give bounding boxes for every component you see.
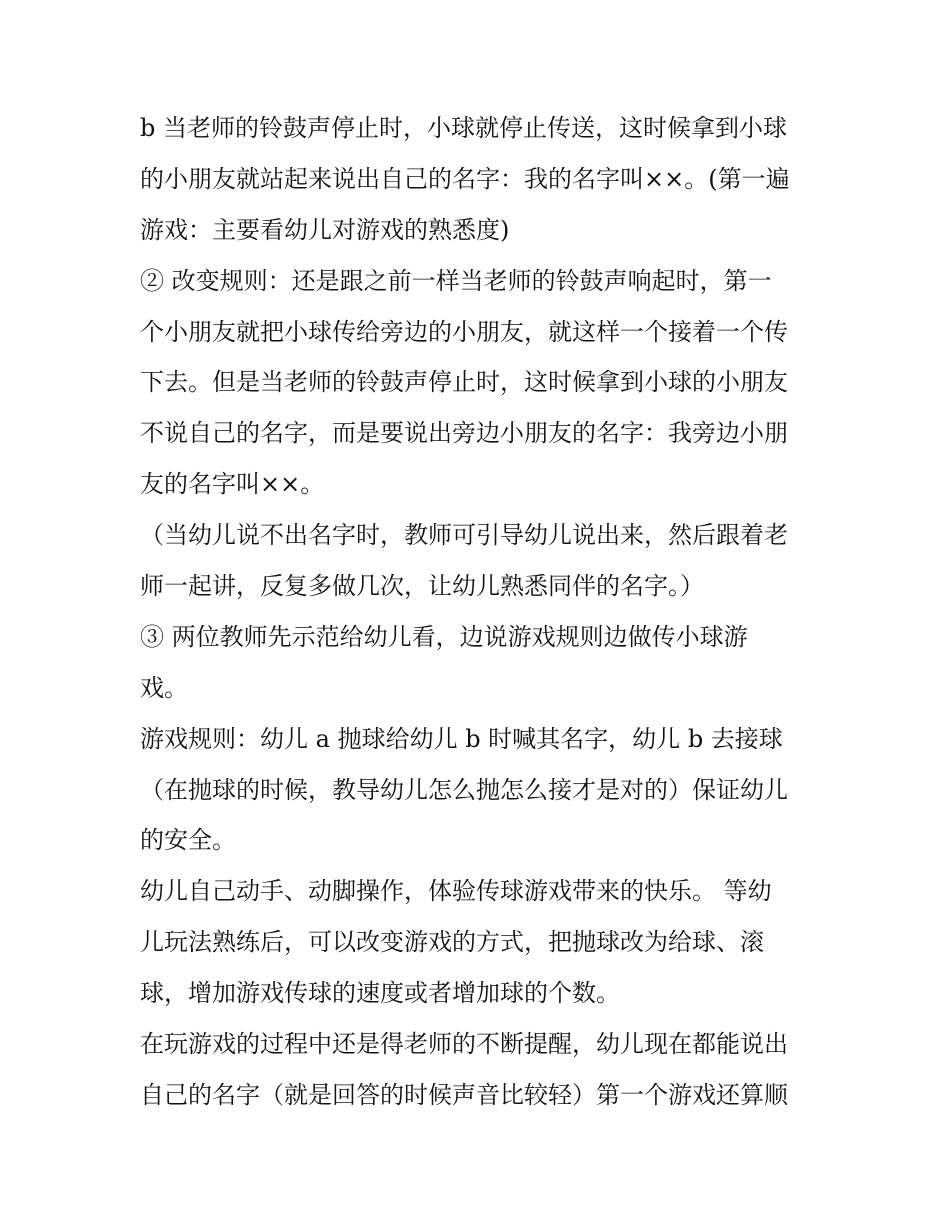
text-line: （当幼儿说不出名字时，教师可引导幼儿说出来，然后跟着老 — [140, 521, 788, 550]
text-line: 自己的名字（就是回答的时候声音比较轻）第一个游戏还算顺 — [140, 1080, 788, 1109]
text-line: 戏。 — [140, 673, 188, 702]
text-line: 游戏规则：幼儿 a 抛球给幼儿 b 时喊其名字，幼儿 b 去接球 — [140, 724, 783, 753]
text-line: 不说自己的名字，而是要说出旁边小朋友的名字：我旁边小朋 — [140, 419, 788, 448]
text-line: 儿玩法熟练后，可以改变游戏的方式，把抛球改为给球、滚 — [140, 928, 764, 957]
text-line: 幼儿自己动手、动脚操作，体验传球游戏带来的快乐。 等幼 — [140, 877, 772, 906]
text-line: 在玩游戏的过程中还是得老师的不断提醒，幼儿现在都能说出 — [140, 1030, 788, 1059]
text-line: 游戏：主要看幼儿对游戏的熟悉度) — [140, 215, 510, 244]
text-line: 下去。但是当老师的铃鼓声停止时，这时候拿到小球的小朋友 — [140, 368, 788, 397]
text-line: 个小朋友就把小球传给旁边的小朋友，就这样一个接着一个传 — [140, 317, 788, 346]
text-line: 的小朋友就站起来说出自己的名字：我的名字叫××。(第一遍 — [140, 164, 790, 193]
text-line: 的安全。 — [140, 826, 236, 855]
text-line: b 当老师的铃鼓声停止时，小球就停止传送，这时候拿到小球 — [140, 114, 787, 142]
text-line: ② 改变规则：还是跟之前一样当老师的铃鼓声响起时，第一 — [140, 266, 772, 295]
text-line: ③ 两位教师先示范给幼儿看，边说游戏规则边做传小球游 — [140, 622, 748, 651]
text-line: 师一起讲，反复多做几次，让幼儿熟悉同伴的名字。） — [140, 572, 704, 601]
body-text — [140, 103, 820, 1121]
text-line: 友的名字叫××。 — [140, 470, 325, 499]
text-line: 球，增加游戏传球的速度或者增加球的个数。 — [140, 979, 620, 1008]
text-line: （在抛球的时候，教导幼儿怎么抛怎么接才是对的）保证幼儿 — [140, 775, 788, 804]
